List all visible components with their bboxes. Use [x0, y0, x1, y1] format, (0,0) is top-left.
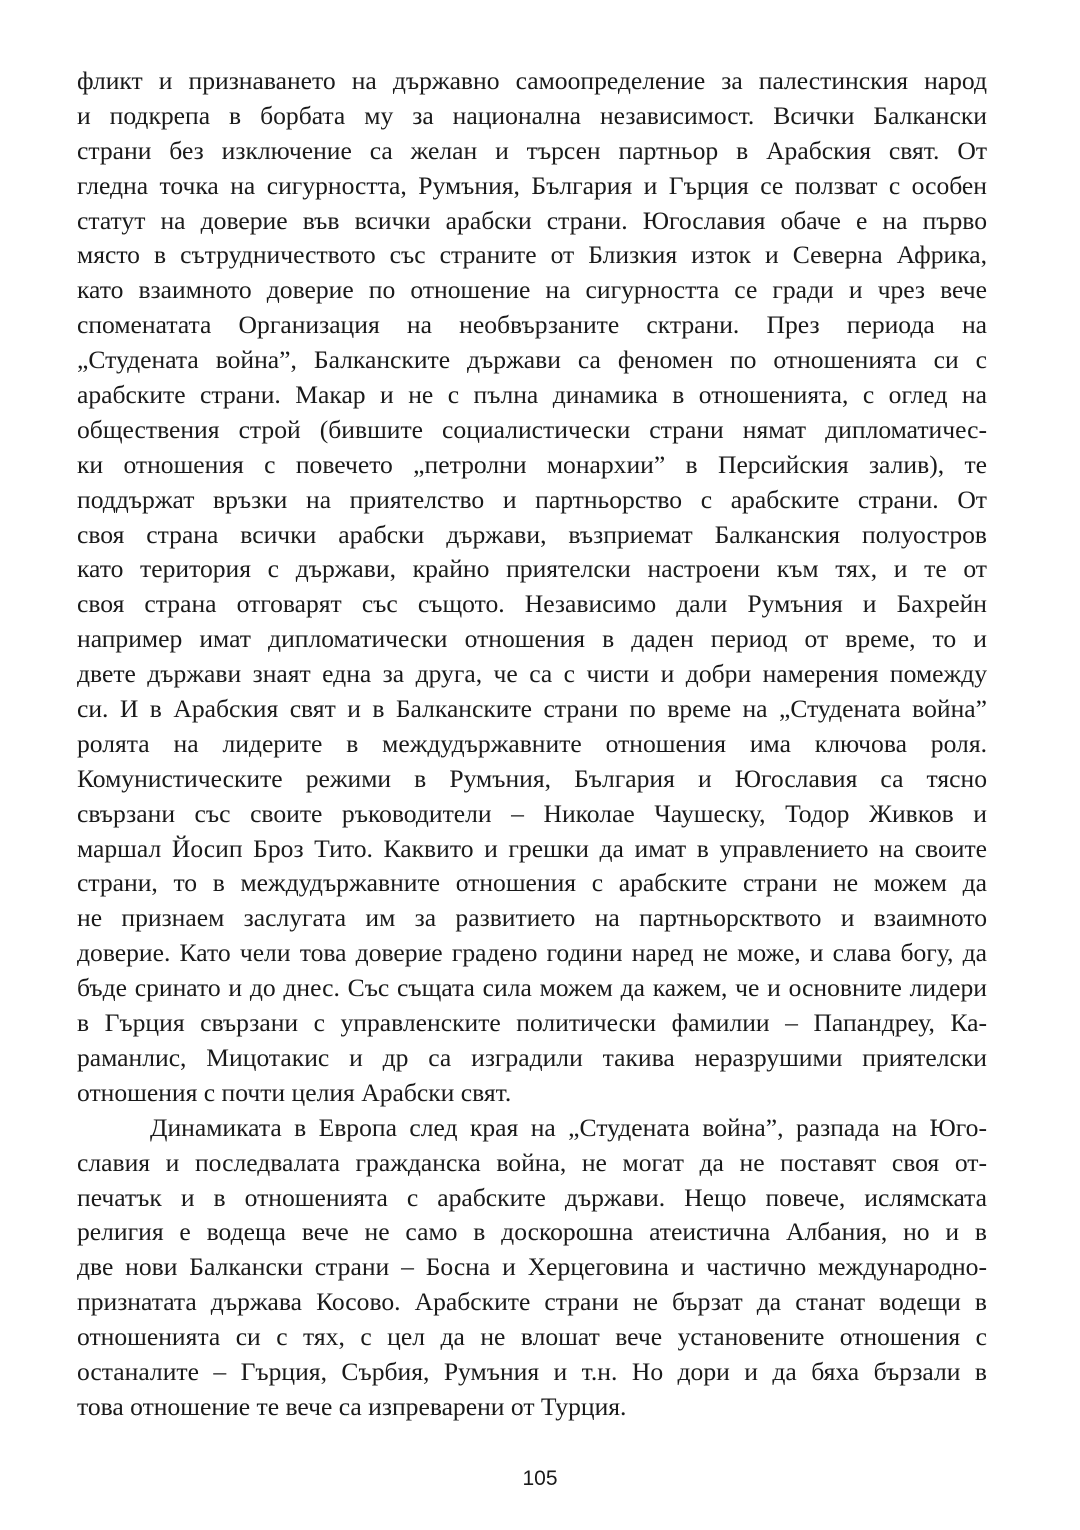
text-line: религия е водеща вече не само в доскорошна атеистична Албания, но и в [77, 1217, 987, 1247]
text-line: две нови Балкански страни – Босна и Херцеговина и частично международно- [77, 1252, 987, 1282]
text-line: своя страна отговарят със същото. Независимо дали Румъния и Бахрейн [77, 589, 987, 619]
text-line: раманлис, Мицотакис и др са изградили такива неразрушими приятелски [77, 1042, 987, 1072]
text-line: и подкрепа в борбата му за национална независимост. Всички Балкански [77, 100, 987, 130]
text-line: двете държави знаят една за друга, че са с чисти и добри намерения помежду [77, 659, 987, 689]
text-line: отношения с почти целия Арабски свят. [77, 1077, 512, 1107]
text-line: статут на доверие във всички арабски страни. Югославия обаче е на първо [77, 205, 987, 235]
paragraph-1 [77, 64, 987, 1111]
text-line: страни, то в междудържавните отношения с арабските страни не можем да [77, 868, 987, 898]
text-line: отношенията си с тях, с цел да не влошат вече установените отношения с [77, 1322, 987, 1352]
text-line: арабските страни. Макар и не с пълна динамика в отношенията, с оглед на [77, 380, 987, 410]
text-line: бъде сринато и до днес. Със същата сила можем да кажем, че и основните лидери [77, 973, 987, 1003]
text-line: страни без изключение са желан и търсен партньор в Арабския свят. От [77, 135, 987, 165]
text-line: свързани със своите ръководители – Николае Чаушеску, Тодор Живков и [77, 798, 987, 828]
text-line: признатата държава Косово. Арабските страни не бързат да станат водещи в [77, 1287, 987, 1317]
text-line: не признаем заслугата им за развитието на партньорсктвото и взаимното [77, 903, 987, 933]
text-line: поддържат връзки на приятелство и партньорство с арабските страни. От [77, 484, 987, 514]
paragraph-2 [77, 1111, 987, 1425]
text-line: в Гърция свързани с управленските политически фамилии – Папандреу, Ка- [77, 1008, 987, 1038]
text-line: обществения строй (бившите социалистически страни нямат дипломатичес- [77, 414, 987, 444]
text-line: „Студената война”, Балканските държави са феномен по отношенията си с [77, 345, 987, 375]
text-line: маршал Йосип Броз Тито. Каквито и грешки да имат в управлението на своите [77, 833, 987, 863]
page-number: 105 [522, 1467, 558, 1490]
text-line: гледна точка на сигурността, Румъния, България и Гърция се ползват с особен [77, 170, 987, 200]
text-line: като взаимното доверие по отношение на сигурността се гради и чрез вече [77, 275, 987, 305]
text-line: своя страна всички арабски държави, възприемат Балканския полуостров [77, 519, 987, 549]
text-line: си. И в Арабския свят и в Балканските страни по време на „Студената война” [77, 694, 987, 724]
text-line: останалите – Гърция, Сърбия, Румъния и т.н. Но дори и да бяха бързали в [77, 1356, 987, 1386]
text-line: ролята на лидерите в междудържавните отношения има ключова роля. [77, 728, 987, 758]
text-line: като територия с държави, крайно приятелски настроени към тях, и те от [77, 554, 987, 584]
text-line: това отношение те вече са изпреварени от Турция. [77, 1391, 627, 1421]
text-line: ки отношения с повечето „петролни монархии” в Персийския залив), те [77, 449, 987, 479]
text-line: Динамиката в Европа след края на „Студената война”, разпада на Юго- [150, 1112, 987, 1142]
text-line: славия и последвалата гражданска война, не могат да не поставят своя от- [77, 1147, 987, 1177]
text-line: място в сътрудничеството със страните от Близкия изток и Северна Африка, [77, 240, 987, 270]
document-body [77, 64, 987, 1425]
text-line: печатък и в отношенията с арабските държави. Нещо повече, ислямската [77, 1182, 987, 1212]
text-line: доверие. Като чели това доверие градено години наред не може, и слава богу, да [77, 938, 987, 968]
text-line: споменатата Организация на необвързаните сктрани. През периода на [77, 310, 987, 340]
text-line: Комунистическите режими в Румъния, България и Югославия са тясно [77, 763, 987, 793]
text-line: например имат дипломатически отношения в даден период от време, то и [77, 624, 987, 654]
text-line: фликт и признаването на държавно самоопределение за палестинския народ [77, 66, 987, 95]
